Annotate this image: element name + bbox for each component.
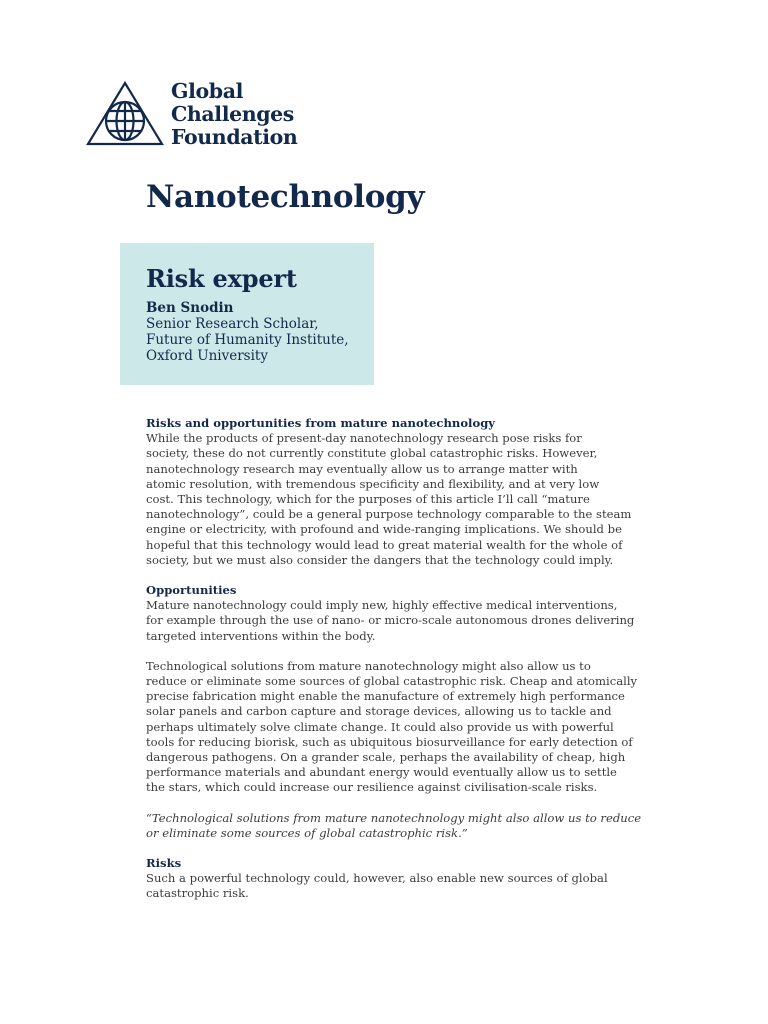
logo-wordmark — [171, 80, 297, 149]
paragraph-line: While the products of present-day nanotechnology research pose risks for — [146, 431, 582, 446]
expert-box-heading: Risk expert — [146, 264, 297, 293]
globe-triangle-icon — [86, 80, 164, 148]
paragraph-line: cost. This technology, which for the purposes of this article I’ll call “mature — [146, 492, 590, 507]
quote-line: or eliminate some sources of global catastrophic risk.” — [146, 825, 468, 840]
page-title: Nanotechnology — [146, 179, 425, 215]
paragraph-line: the stars, which could increase our resilience against civilisation-scale risks. — [146, 780, 598, 795]
paragraph-line: society, these do not currently constitute global catastrophic risks. However, — [146, 446, 598, 461]
paragraph-line: catastrophic risk. — [146, 886, 249, 901]
paragraph-line: Technological solutions from mature nanotechnology might also allow us to — [146, 658, 591, 673]
paragraph-line: perhaps ultimately solve climate change. It could also provide us with powerful — [146, 719, 614, 734]
expert-role-line: Senior Research Scholar, — [146, 316, 319, 332]
section-heading-risks: Risks — [146, 856, 182, 871]
paragraph-line: engine or electricity, with profound and wide-ranging implications. We should be — [146, 522, 622, 537]
opportunities-paragraph — [146, 598, 636, 644]
logo-line-global: Global — [171, 79, 243, 103]
paragraph-line: society, but we must also consider the dangers that the technology could imply. — [146, 552, 614, 567]
intro-paragraph — [146, 431, 636, 568]
solutions-paragraph — [146, 659, 636, 796]
paragraph-line: nanotechnology”, could be a general purpose technology comparable to the steam — [146, 507, 632, 522]
paragraph-line: nanotechnology research may eventually allow us to arrange matter with — [146, 461, 578, 476]
risks-paragraph — [146, 871, 636, 901]
paragraph-line: for example through the use of nano- or micro-scale autonomous drones delivering — [146, 613, 635, 628]
section-heading-risks-and-opportunities: Risks and opportunities from mature nanotechnology — [146, 416, 496, 430]
paragraph-line: performance materials and abundant energy would eventually allow us to settle — [146, 765, 617, 780]
logo-line-foundation: Foundation — [171, 125, 298, 149]
paragraph-line: hopeful that this technology would lead to great material wealth for the whole of — [146, 537, 623, 552]
risk-expert-box — [120, 243, 374, 385]
logo-line-challenges: Challenges — [171, 102, 294, 126]
foundation-logo — [86, 80, 297, 149]
expert-role-line: Future of Humanity Institute, — [146, 332, 349, 349]
section-heading-opportunities: Opportunities — [146, 583, 237, 598]
paragraph-line: Mature nanotechnology could imply new, highly effective medical interventions, — [146, 598, 618, 613]
quote-line: “Technological solutions from mature nanotechnology might also allow us to reduce — [146, 810, 642, 825]
paragraph-line: solar panels and carbon capture and storage devices, allowing us to tackle and — [146, 704, 612, 719]
expert-affiliation — [146, 316, 349, 365]
paragraph-line: tools for reducing biorisk, such as ubiquitous biosurveillance for early detection of — [146, 734, 633, 749]
paragraph-line: Such a powerful technology could, however, also enable new sources of global — [146, 871, 608, 886]
paragraph-line: dangerous pathogens. On a grander scale, perhaps the availability of cheap, high — [146, 750, 626, 765]
expert-name: Ben Snodin — [146, 300, 234, 316]
paragraph-line: reduce or eliminate some sources of global catastrophic risk. Cheap and atomically — [146, 674, 638, 689]
pull-quote — [146, 810, 642, 841]
expert-role-line: Oxford University — [146, 348, 268, 365]
article-body — [146, 416, 642, 902]
paragraph-line: targeted interventions within the body. — [146, 628, 376, 643]
paragraph-line: atomic resolution, with tremendous specificity and flexibility, and at very low — [146, 476, 600, 491]
paragraph-line: precise fabrication might enable the manufacture of extremely high performance — [146, 689, 625, 704]
